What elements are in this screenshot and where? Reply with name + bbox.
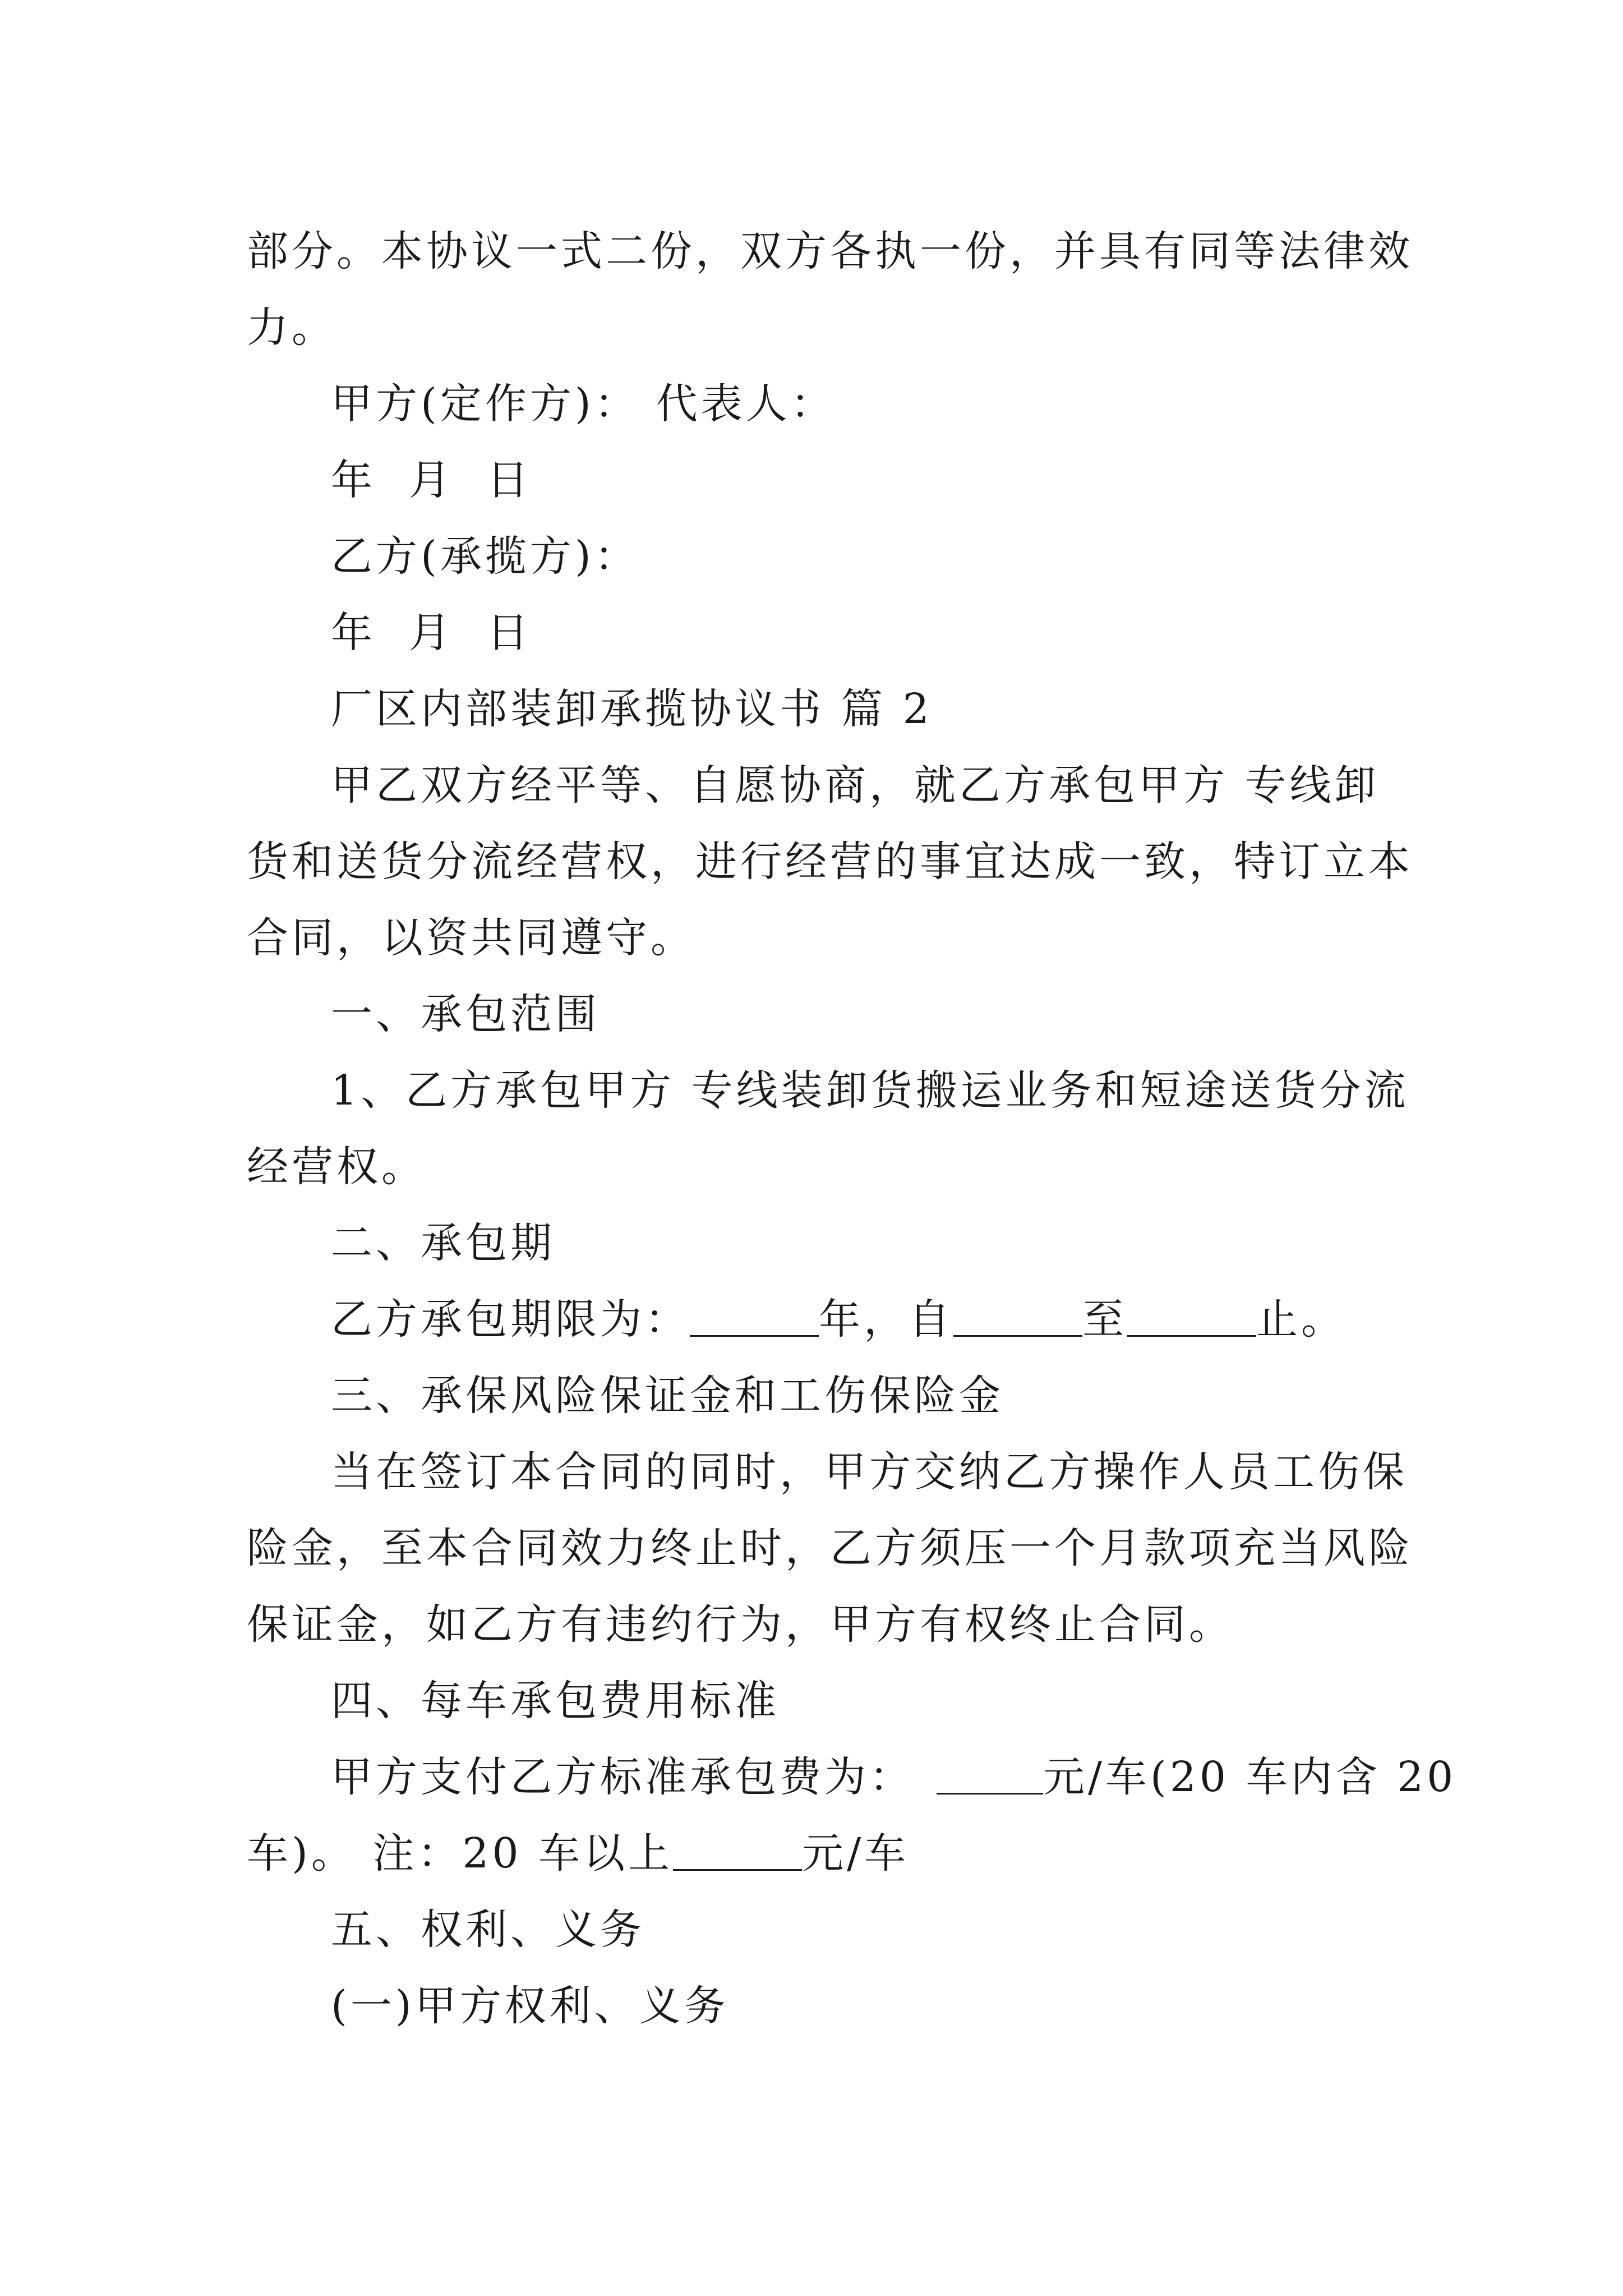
- section-title: [247, 671, 1382, 747]
- paragraph-line: 合同，以资共同遵守。: [247, 914, 695, 962]
- paragraph-line: 保证金，如乙方有违约行为，甲方有权终止合同。: [247, 1600, 1234, 1649]
- clause-heading: 三、承保风险保证金和工伤保险金: [331, 1372, 1004, 1420]
- fee-unit: 元/车: [802, 1829, 910, 1878]
- blank-field: [1127, 1299, 1256, 1337]
- party-a-signature-line: [247, 366, 1382, 442]
- party-b-label: 乙方(承揽方)：: [331, 532, 639, 581]
- clause-heading: 四、每车承包费用标准: [331, 1677, 780, 1725]
- term-label: 乙方承包期限为：: [331, 1295, 690, 1343]
- clause-heading: 一、承包范围: [331, 990, 600, 1038]
- paragraph-line: 经营权。: [247, 1143, 426, 1191]
- clause-heading: 五、权利、义务: [331, 1906, 645, 1954]
- paragraph-line: 当在签订本合同的同时，甲方交纳乙方操作人员工伤保: [331, 1448, 1408, 1496]
- date-line: 年 月 日: [331, 456, 532, 504]
- contract-term-line: [247, 1281, 1382, 1358]
- fee-label: 甲方支付乙方标准承包费为：: [331, 1753, 914, 1801]
- blank-field: [937, 1757, 1043, 1795]
- term-text: 止。: [1256, 1295, 1346, 1343]
- party-a-label: 甲方(定作方)：: [331, 380, 639, 428]
- document-body: [247, 213, 1457, 2044]
- blank-field: [953, 1299, 1082, 1337]
- sub-clause-heading: (一)甲方权利、义务: [331, 1982, 729, 2030]
- paragraph-line: 部分。本协议一式二份，双方各执一份，并具有同等法律效: [247, 227, 1413, 275]
- paragraph-line: 险金，至本合同效力终止时，乙方须压一个月款项充当风险: [247, 1524, 1413, 1572]
- fee-line: [247, 1739, 1457, 1815]
- fee-note: 车)。 注：20 车以上: [247, 1829, 674, 1878]
- term-text: 至: [1082, 1295, 1127, 1343]
- paragraph-line: 1、乙方承包甲方 专线装卸货搬运业务和短途送货分流: [331, 1066, 1409, 1115]
- fee-note-line: [247, 1815, 1382, 1892]
- paragraph-line: 甲乙双方经平等、自愿协商，就乙方承包甲方 专线卸: [331, 761, 1380, 809]
- date-line: 年 月 日: [331, 609, 532, 657]
- section-number: 篇 2: [841, 685, 933, 733]
- blank-field: [673, 1833, 802, 1871]
- fee-text: 元/车(20 车内含 20: [1043, 1753, 1457, 1801]
- term-text: 年，自: [819, 1295, 953, 1343]
- clause-heading: 二、承包期: [331, 1219, 555, 1267]
- blank-field: [690, 1299, 819, 1337]
- document-title: 厂区内部装卸承揽协议书: [331, 685, 824, 733]
- paragraph-line: 力。: [247, 303, 336, 352]
- paragraph-line: 货和送货分流经营权，进行经营的事宜达成一致，特订立本: [247, 838, 1413, 886]
- representative-label: 代表人：: [656, 380, 836, 428]
